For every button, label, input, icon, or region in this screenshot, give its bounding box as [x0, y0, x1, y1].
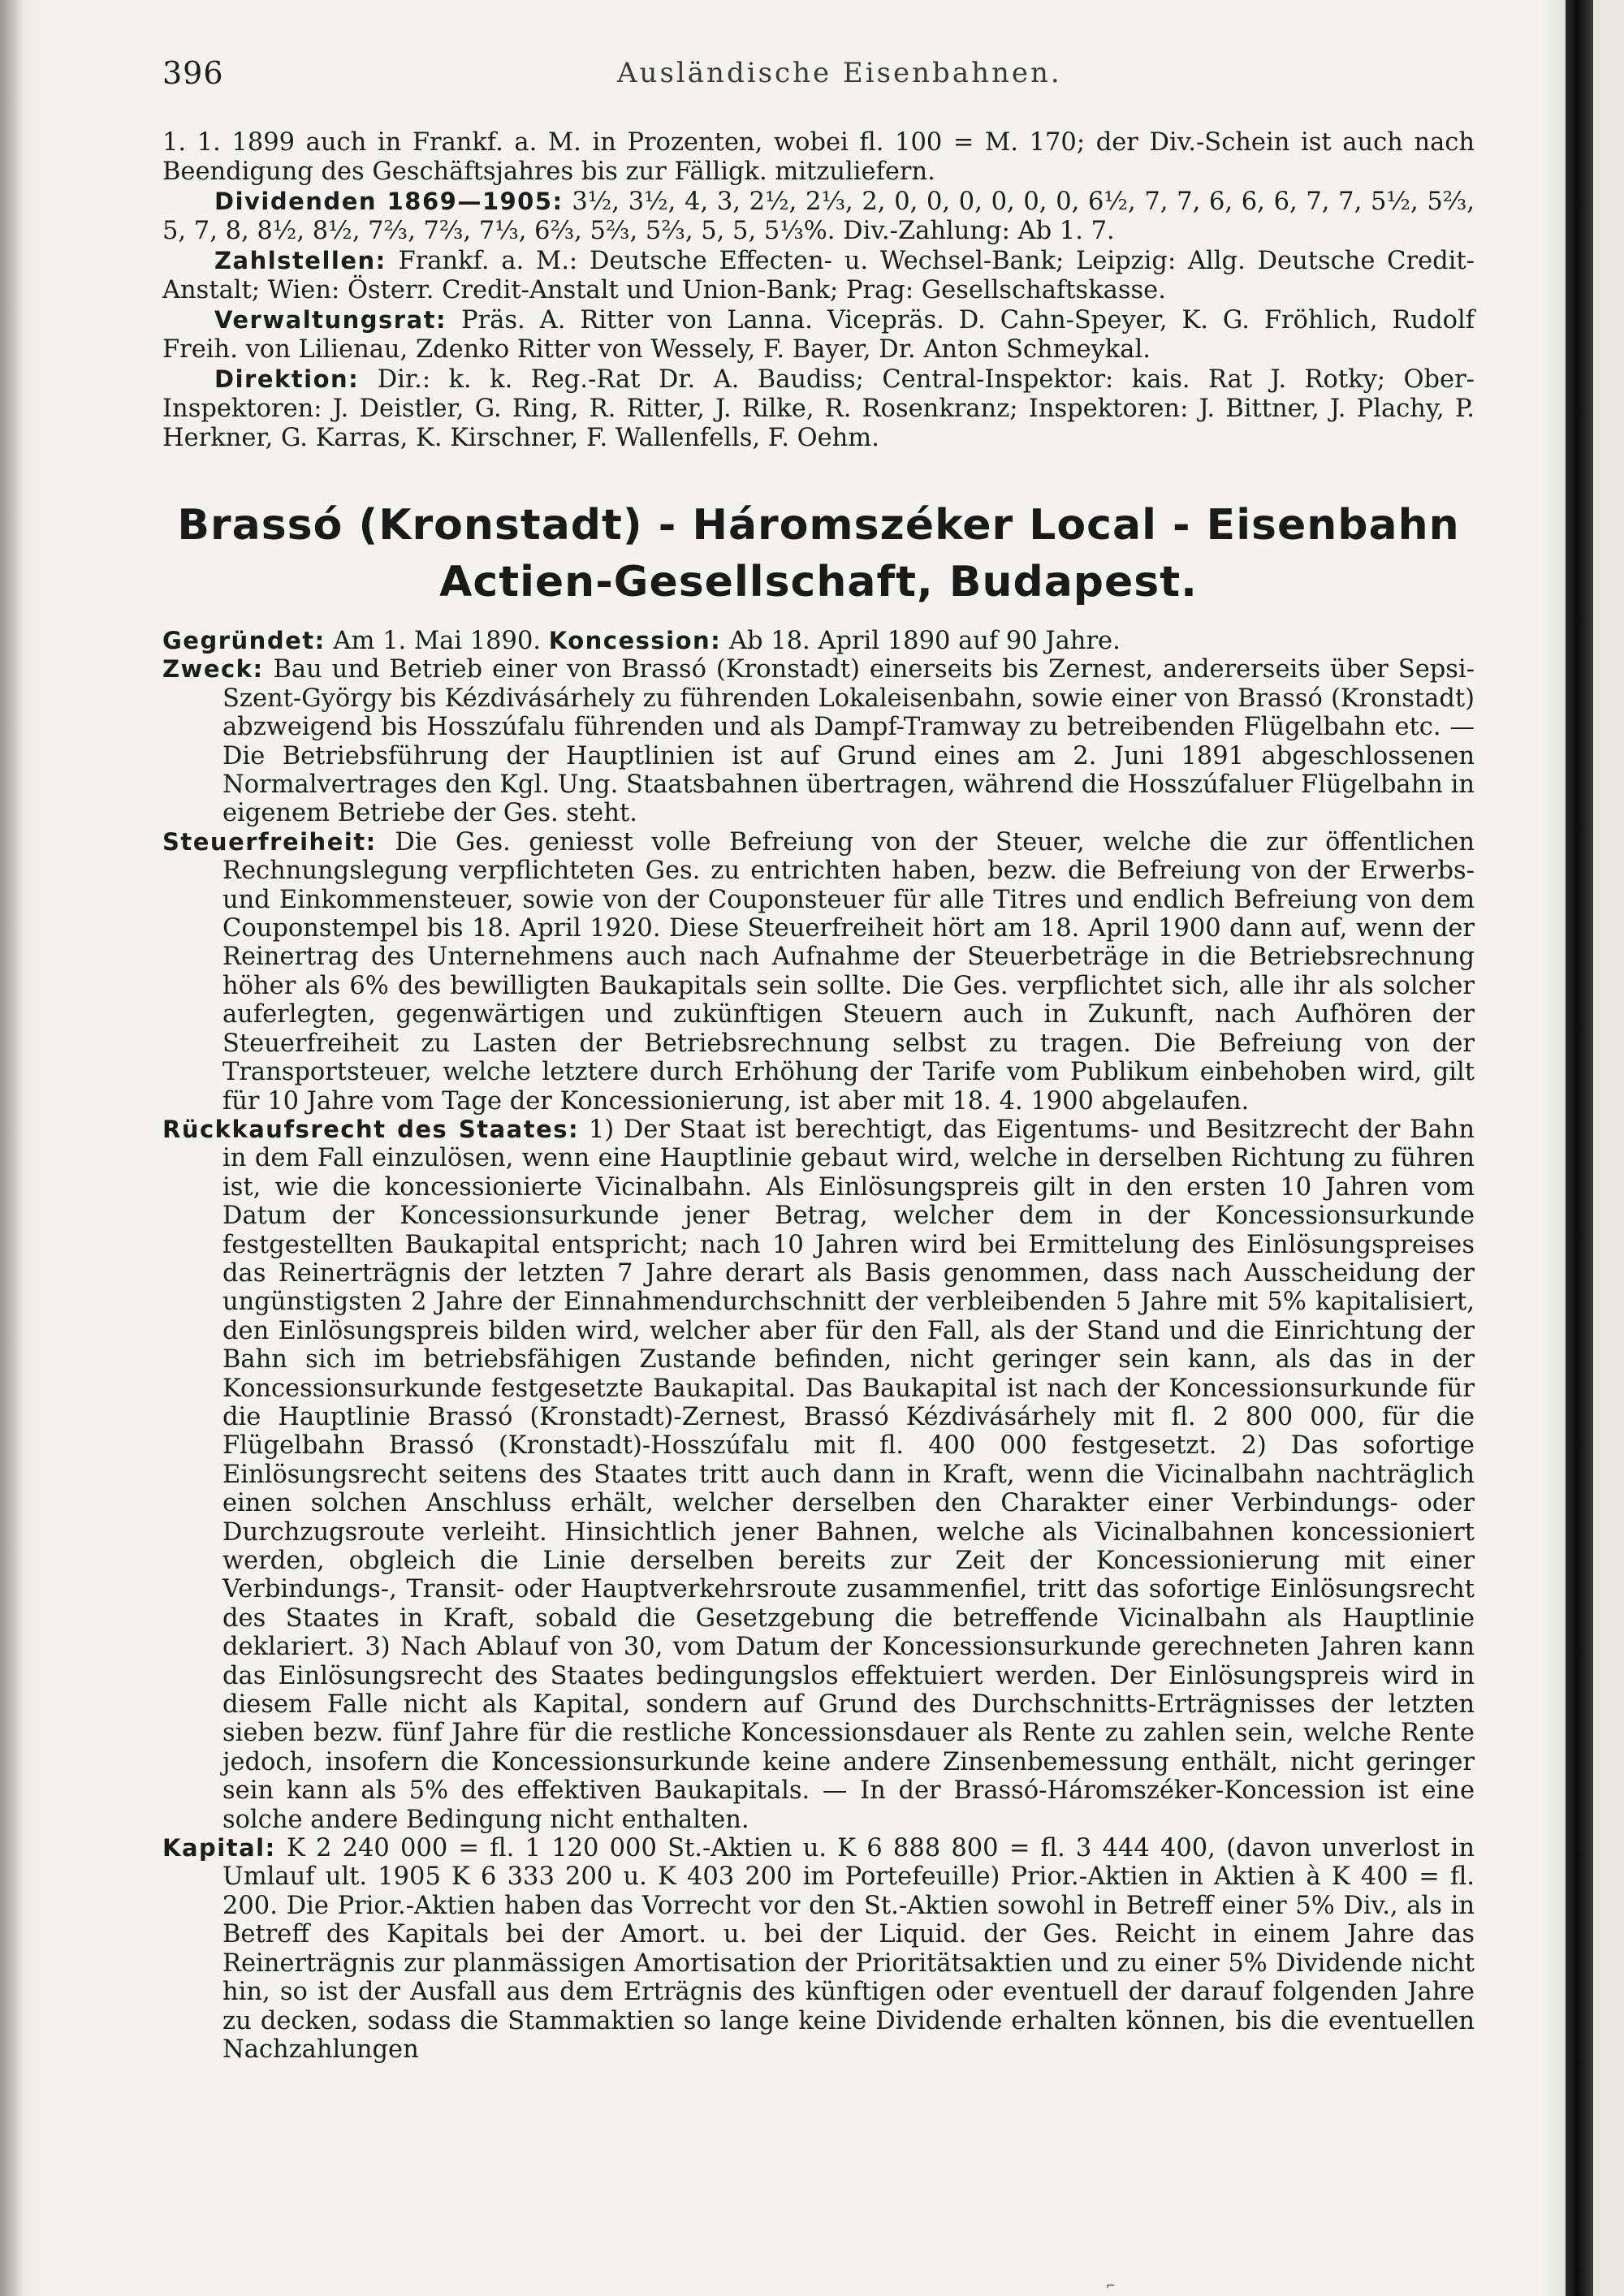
board-paragraph: [162, 305, 1475, 365]
gutter-shadow: [0, 0, 24, 2296]
company-body: [162, 627, 1475, 2064]
book-spine-edge: [1566, 0, 1593, 2296]
buyback-text: 1) Der Staat ist berechtigt, das Eigentums- und Besitzrecht der Bahn in dem Fall einzulösen, wenn eine Hauptlinie gebaut wird, welche in derselben Richtung zu führen ist, wie die koncessionierte Vicinalbahn. Als Einlösungspreis gilt in den ersten 10 Jahren vom Datum der Koncessionsurkunde jener Betrag, welcher dem in der Koncessionsurkunde festgestellten Baukapital entspricht; nach 10 Jahren wird bei Ermittelung des Einlösungspreises das Reinerträgnis der letzten 7 Jahre derart als Basis genommen, dass nach Ausscheidung der ungünstigsten 2 Jahre der Einnahmendurchschnitt der verbleibenden 5 Jahre mit 5% kapitalisiert, den Einlösungspreis bilden wird, welcher aber für den Fall, als der Stand und die Einrichtung der Bahn sich im betriebsfähigen Zustande befinden, nicht geringer sein kann, als das in der Koncessionsurkunde festgesetzte Baukapital. Das Baukapital ist nach der Koncessionsurkunde für die Hauptlinie Brassó (Kronstadt)-Zernest, Brassó Kézdivásárhely mit fl. 2 800 000, für die Flügelbahn Brassó (Kronstadt)-Hosszúfalu mit fl. 400 000 festgesetzt. 2) Das sofortige Einlösungsrecht seitens des Staates tritt auch dann in Kraft, wenn die Vicinalbahn nachträglich einen solchen Anschluss erhält, welcher derselben den Charakter einer Verbindungs- oder Durchzugsroute verleiht. Hinsichtlich jener Bahnen, welche als Vicinalbahnen koncessioniert werden, obgleich die Linie derselben bereits zur Zeit der Koncessionierung mit einer Verbindungs-, Transit- oder Hauptverkehrsroute zusammenfiel, tritt das sofortige Einlösungsrecht des Staates in Kraft, sobald die Gesetzgebung die betreffende Vicinalbahn als Hauptlinie deklariert. 3) Nach Ablauf von 30, vom Datum der Koncessionsurkunde gerechneten Jahren kann das Einlösungsrecht des Staates bedingungslos effektuiert werden. Der Einlösungspreis wird in diesem Falle nicht als Kapital, sondern auf Grund des Durchschnitts-Erträgnisses der letzten sieben bezw. fünf Jahre für die restliche Koncessionsdauer als Rente zu zahlen sein, welche Rente jedoch, insofern die Koncessionsurkunde keine andere Zinsenbemessung enthält, nicht geringer sein kann als 5% des effektiven Baukapitals. — In der Brassó-Háromszéker-Koncession ist eine solche andere Bedingung nicht enthalten.: [222, 1115, 1475, 1834]
capital-label: Kapital:: [162, 1834, 276, 1862]
running-title: Ausländische Eisenbahnen.: [617, 57, 1062, 89]
founded-paragraph: [162, 627, 1475, 655]
capital-paragraph: [162, 1834, 1475, 2064]
tax-paragraph: [162, 828, 1475, 1116]
board-text: Präs. A. Ritter von Lanna. Vicepräs. D. Cahn-Speyer, K. G. Fröhlich, Rudolf Freih. von Lilienau, Zdenko Ritter von Wessely, F. Bayer, Dr. Anton Schmeykal.: [162, 306, 1475, 364]
tax-text: Die Ges. geniesst volle Befreiung von der Steuer, welche die zur öffentlichen Rechnungslegung verpflichteten Ges. zu entrichten haben, bezw. die Befreiung von der Erwerbs- und Einkommensteuer, sowie von der Couponsteuer für alle Titres und endlich Befreiung von dem Couponstempel bis 18. April 1920. Diese Steuerfreiheit hört am 18. April 1900 dann auf, wenn der Reinertrag des Unternehmens auch nach Aufnahme der Steuerbeträge in die Betriebsrechnung höher als 6% des bewilligten Baukapitals sein sollte. Die Ges. verpflichtet sich, alle ihr als solcher auferlegten, gegenwärtigen und zukünftigen Steuern auch in Zukunft, nach Aufhören der Steuerfreiheit zu Lasten der Betriebsrechnung selbst zu tragen. Die Befreiung von der Transportsteuer, welche letztere durch Erhöhung der Tarife vom Publikum einbehoben wird, gilt für 10 Jahre vom Tage der Koncessionierung, ist aber mit 18. 4. 1900 abgelaufen.: [222, 827, 1475, 1116]
payment-label: Zahlstellen:: [214, 247, 387, 274]
board-label: Verwaltungsrat:: [214, 306, 447, 334]
intro-paragraph: 1. 1. 1899 auch in Frankf. a. M. in Prozenten, wobei fl. 100 = M. 170; der Div.-Schein ist auch nach Beendigung des Geschäftsjahres bis zur Fälligk. mitzuliefern.: [162, 128, 1475, 186]
company-title: [162, 497, 1475, 611]
buyback-paragraph: [162, 1116, 1475, 1834]
catchword-mark: ⌐: [1106, 2280, 1116, 2293]
dividends-text: 3½, 3½, 4, 3, 2½, 2⅓, 2, 0, 0, 0, 0, 0, 0, 6½, 7, 7, 6, 6, 6, 7, 7, 5½, 5⅔, 5, 7, 8, 8½, 8½, 7⅔, 7⅔, 7⅓, 6⅔, 5⅔, 5⅔, 5, 5, 5⅓%. Div.-Zahlung: Ab 1. 7.: [162, 188, 1475, 245]
page-header: [162, 55, 1478, 104]
previous-company-continuation: [162, 128, 1475, 453]
dividends-label: Dividenden 1869—1905:: [214, 188, 564, 215]
tax-label: Steuerfreiheit:: [162, 827, 377, 856]
payment-paragraph: [162, 246, 1475, 305]
management-paragraph: [162, 365, 1475, 453]
page-number: 396: [162, 55, 224, 91]
page-right-margin: [1593, 0, 1624, 2296]
company-title-line-2: Actien-Gesellschaft, Budapest.: [439, 558, 1198, 606]
company-title-line-1: Brassó (Kronstadt) - Háromszéker Local - Eisenbahn: [177, 501, 1460, 550]
buyback-label: Rückkaufsrecht des Staates:: [162, 1115, 580, 1143]
payment-text: Frankf. a. M.: Deutsche Effecten- u. Wechsel-Bank; Leipzig: Allg. Deutsche Credit-Anstalt; Wien: Österr. Credit-Anstalt und Union-Bank; Prag: Gesellschaftskasse.: [162, 247, 1475, 304]
concession-text: Ab 18. April 1890 auf 90 Jahre.: [728, 627, 1121, 655]
concession-label: Koncession:: [548, 627, 722, 654]
dividends-paragraph: [162, 187, 1475, 246]
founded-text: Am 1. Mai 1890.: [333, 627, 542, 655]
management-label: Direktion:: [214, 365, 360, 393]
purpose-text: Bau und Betrieb einer von Brassó (Kronstadt) einerseits bis Zernest, andererseits über Sepsi-Szent-György bis Kézdivásárhely zu führenden Lokaleisenbahn, sowie einer von Brassó (Kronstadt) abzweigend bis Hosszúfalu führenden und als Dampf-Tramway zu betreibenden Flügelbahn etc. — Die Betriebsführung der Hauptlinien ist auf Grund eines am 2. Juni 1891 abgeschlossenen Normalvertrages den Kgl. Ung. Staatsbahnen übertragen, während die Hosszúfaluer Flügelbahn in eigenem Betriebe der Ges. steht.: [222, 655, 1475, 828]
founded-label: Gegründet:: [162, 627, 326, 654]
management-text: Dir.: k. k. Reg.-Rat Dr. A. Baudiss; Central-Inspektor: kais. Rat J. Rotky; Ober-Inspektoren: J. Deistler, G. Ring, R. Ritter, J. Rilke, R. Rosenkranz; Inspektoren: J. Bittner, J. Plachy, P. Herkner, G. Karras, K. Kirschner, F. Wallenfells, F. Oehm.: [162, 365, 1475, 452]
capital-text: K 2 240 000 = fl. 1 120 000 St.-Aktien u. K 6 888 800 = fl. 3 444 400, (davon unverlost in Umlauf ult. 1905 K 6 333 200 u. K 403 200 im Portefeuille) Prior.-Aktien in Aktien à K 400 = fl. 200. Die Prior.-Aktien haben das Vorrecht vor den St.-Aktien sowohl in Betreff einer 5% Div., als in Betreff des Kapitals bei der Amort. u. bei der Liquid. der Ges. Reicht in einem Jahre das Reinerträgnis zur planmässigen Amortisation der Prioritätsaktien und zu einer 5% Dividende nicht hin, so ist der Ausfall aus dem Erträgnis des künftigen oder eventuell der darauf folgenden Jahre zu decken, sodass die Stammaktien so lange keine Dividende erhalten können, bis die eventuellen Nachzahlungen: [222, 1834, 1475, 2064]
purpose-label: Zweck:: [162, 655, 264, 684]
purpose-paragraph: [162, 655, 1475, 827]
